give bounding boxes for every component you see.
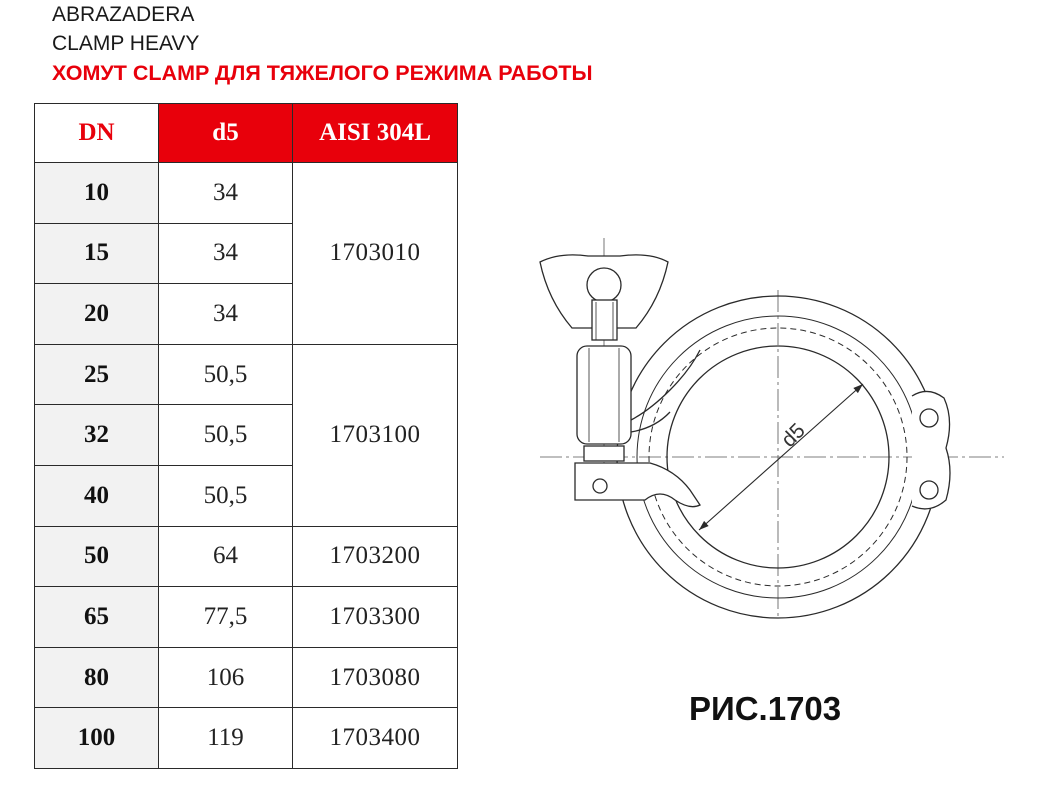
cell-code: 1703300 — [293, 587, 458, 648]
title-spanish: ABRAZADERA — [52, 3, 195, 26]
cell-d5: 50,5 — [159, 405, 293, 466]
cell-d5: 50,5 — [159, 465, 293, 526]
wing-nut — [540, 255, 668, 340]
cell-code: 1703400 — [293, 708, 458, 769]
cell-code: 1703080 — [293, 647, 458, 708]
column-header-dn: DN — [35, 104, 159, 163]
cell-dn: 80 — [35, 647, 159, 708]
figure-caption: РИС.1703 — [689, 690, 842, 727]
table-row — [35, 163, 458, 224]
table-row — [35, 647, 458, 708]
cell-d5: 119 — [159, 708, 293, 769]
cell-d5: 34 — [159, 223, 293, 284]
title-russian: ХОМУТ CLAMP ДЛЯ ТЯЖЕЛОГО РЕЖИМА РАБОТЫ — [52, 61, 593, 85]
table-row — [35, 344, 458, 405]
table-row — [35, 587, 458, 648]
cell-d5: 64 — [159, 526, 293, 587]
cell-d5: 34 — [159, 284, 293, 345]
spec-table — [34, 103, 458, 769]
column-header-d5: d5 — [159, 104, 293, 163]
cell-dn: 10 — [35, 163, 159, 224]
cell-dn: 32 — [35, 405, 159, 466]
cell-dn: 65 — [35, 587, 159, 648]
cell-d5: 106 — [159, 647, 293, 708]
cell-dn: 20 — [35, 284, 159, 345]
table-row — [35, 526, 458, 587]
cell-d5: 77,5 — [159, 587, 293, 648]
cell-code: 1703010 — [293, 163, 458, 345]
table-header-row — [35, 104, 458, 163]
cell-code: 1703100 — [293, 344, 458, 526]
hinge-lug — [912, 391, 950, 508]
cell-d5: 34 — [159, 163, 293, 224]
cell-dn: 25 — [35, 344, 159, 405]
title-english: CLAMP HEAVY — [52, 32, 200, 55]
cell-code: 1703200 — [293, 526, 458, 587]
clamp-drawing — [520, 228, 1010, 638]
column-header-aisi: AISI 304L — [293, 104, 458, 163]
cell-dn: 50 — [35, 526, 159, 587]
bolt-body — [575, 346, 700, 507]
cell-dn: 15 — [35, 223, 159, 284]
cell-dn: 40 — [35, 465, 159, 526]
table-row — [35, 708, 458, 769]
cell-d5: 50,5 — [159, 344, 293, 405]
dimension-label: d5 — [777, 419, 810, 452]
cell-dn: 100 — [35, 708, 159, 769]
